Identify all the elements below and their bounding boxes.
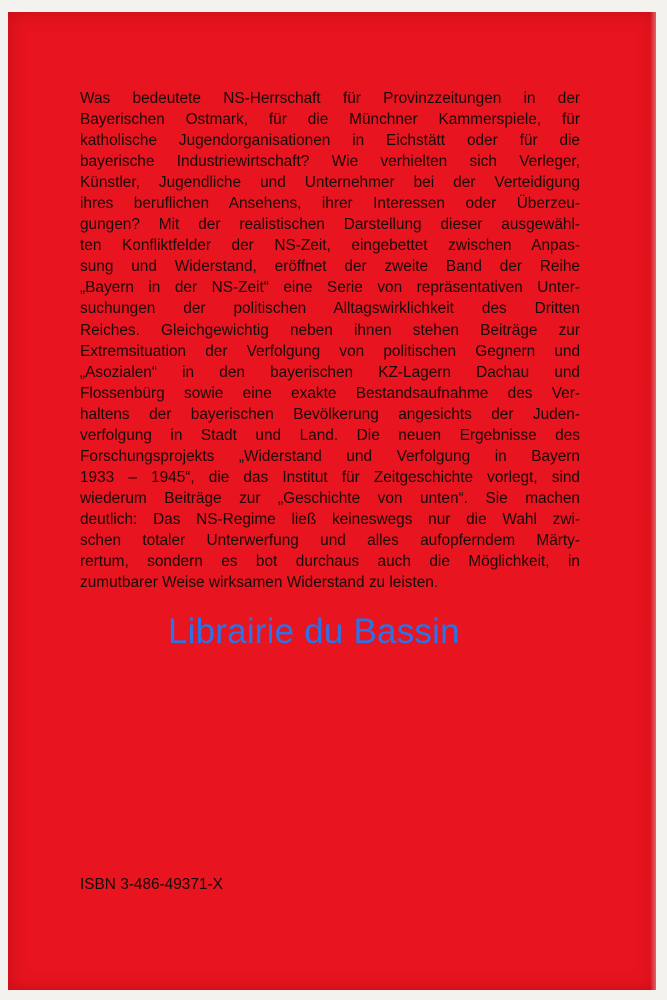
blurb-line: schen totaler Unterwerfung und alles aufopferndem Märty-	[80, 531, 580, 549]
blurb-line: ihres beruflichen Ansehens, ihrer Interessen oder Überzeu-	[80, 195, 580, 213]
blurb-line: Flossenbürg sowie eine exakte Bestandsaufnahme des Ver-	[80, 384, 580, 402]
blurb-line: Forschungsprojekts „Widerstand und Verfolgung in Bayern	[80, 447, 580, 465]
blurb-line: verfolgung in Stadt und Land. Die neuen Ergebnisse des	[80, 426, 580, 444]
blurb-line: zumutbarer Weise wirksamen Widerstand zu leisten.	[80, 574, 439, 592]
blurb-line: sung und Widerstand, eröffnet der zweite Band der Reihe	[80, 258, 580, 276]
blurb-line: bayerische Industriewirtschaft? Wie verhielten sich Verleger,	[80, 153, 580, 171]
blurb-line: wiederum Beiträge zur „Geschichte von unten“. Sie machen	[80, 489, 580, 507]
isbn-number: ISBN 3-486-49371-X	[80, 876, 223, 893]
blurb-line: ten Konfliktfelder der NS-Zeit, eingebettet zwischen Anpas-	[80, 237, 580, 255]
blurb-line: katholische Jugendorganisationen in Eichstätt oder für die	[80, 132, 580, 150]
blurb-line: „Asozialen“ in den bayerischen KZ-Lagern Dachau und	[80, 363, 580, 381]
blurb-line: Künstler, Jugendliche und Unternehmer bei der Verteidigung	[80, 174, 580, 192]
blurb-line: rertum, sondern es bot durchaus auch die Möglichkeit, in	[80, 553, 580, 571]
blurb-line: deutlich: Das NS-Regime ließ keineswegs nur die Wahl zwi-	[80, 510, 580, 528]
blurb-text	[80, 88, 580, 593]
blurb-line: Extremsituation der Verfolgung von politischen Gegnern und	[80, 342, 580, 360]
bookseller-stamp: Librairie du Bassin	[168, 612, 460, 651]
blurb-line: haltens der bayerischen Bevölkerung angesichts der Juden-	[80, 405, 580, 423]
blurb-line: „Bayern in der NS-Zeit“ eine Serie von repräsentativen Unter-	[80, 279, 580, 297]
blurb-line: Reiches. Gleichgewichtig neben ihnen stehen Beiträge zur	[80, 321, 580, 339]
blurb-line: 1933 – 1945“, die das Institut für Zeitgeschichte vorlegt, sind	[80, 468, 580, 486]
blurb-line: Bayerischen Ostmark, für die Münchner Kammerspiele, für	[80, 111, 580, 129]
blurb-line: gungen? Mit der realistischen Darstellung dieser ausgewähl-	[80, 216, 580, 234]
blurb-line: Was bedeutete NS-Herrschaft für Provinzzeitungen in der	[80, 90, 580, 107]
cover-edge	[650, 12, 656, 990]
blurb-line: suchungen der politischen Alltagswirklichkeit des Dritten	[80, 300, 580, 318]
